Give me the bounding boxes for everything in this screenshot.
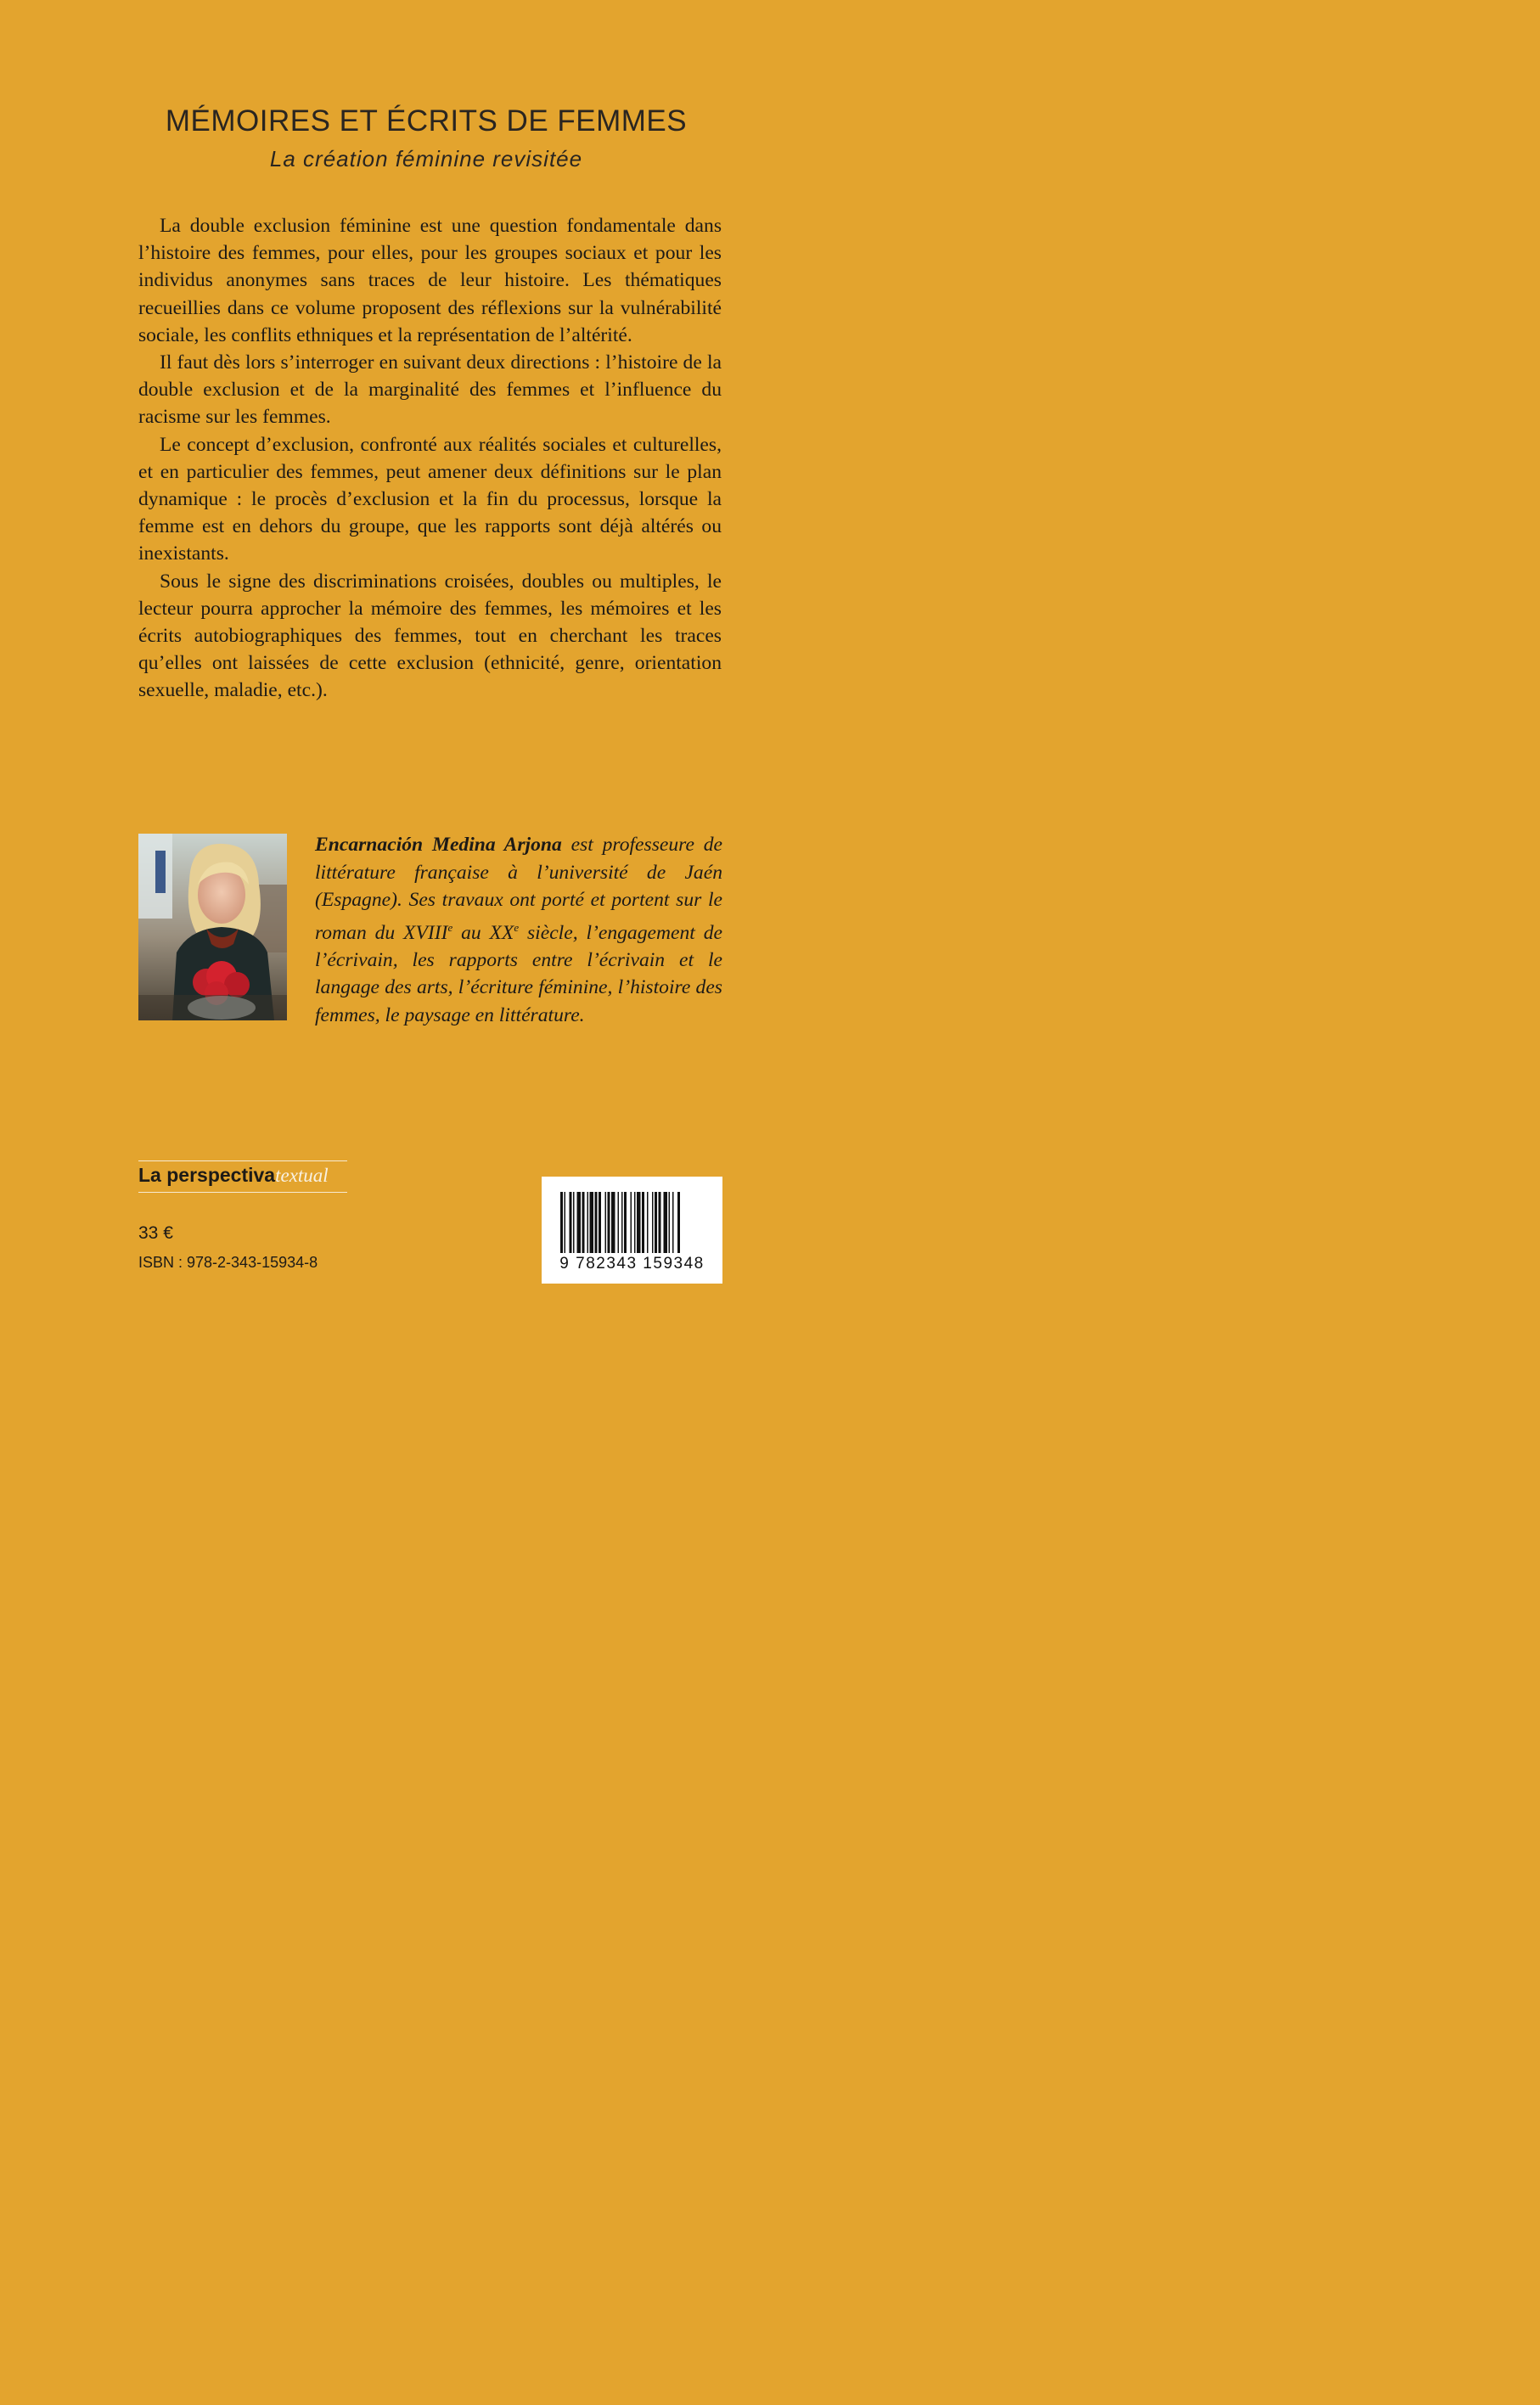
barcode-bar xyxy=(642,1192,644,1253)
author-bio-text: siècle, l’engagement de l’écrivain, les rapports entre l’écrivain et le langage des arts, l’écriture féminine, l’histoire des femmes, le paysage en littérature. xyxy=(315,921,722,1026)
author-bio-text: au XX xyxy=(452,921,514,944)
book-subtitle: La création féminine revisitée xyxy=(269,146,583,171)
barcode-bar xyxy=(624,1192,627,1253)
summary-paragraph: Le concept d’exclusion, confronté aux réalités sociales et culturelles, et en particulier des femmes, peut amener deux définitions sur le plan dynamique : le procès d’exclusion et la fin du processus, lorsque la femme est en dehors du groupe, que les rapports sont déjà altérés ou inexistants. xyxy=(138,433,722,565)
barcode-bar xyxy=(611,1192,615,1253)
barcode-digits: 9 782343 159348 xyxy=(559,1255,705,1273)
barcode-bar xyxy=(637,1192,641,1253)
barcode-bar xyxy=(599,1192,601,1253)
barcode-bar xyxy=(608,1192,610,1253)
superscript-e: e xyxy=(514,920,520,934)
barcode-bar xyxy=(659,1192,661,1253)
barcode-bar xyxy=(582,1192,585,1253)
barcode-bar xyxy=(634,1192,636,1253)
barcode xyxy=(542,1177,722,1284)
back-cover-summary xyxy=(138,212,722,705)
collection-name: La perspectiva xyxy=(138,1164,276,1186)
author-bio xyxy=(315,831,722,1029)
barcode-bar xyxy=(672,1192,674,1253)
barcode-bar xyxy=(587,1192,589,1253)
barcode-bar xyxy=(647,1192,649,1253)
barcode-bar xyxy=(677,1192,680,1253)
summary-paragraph: Il faut dès lors s’interroger en suivant deux directions : l’histoire de la double exclusion et de la marginalité des femmes et l’influence du racisme sur les femmes. xyxy=(138,351,722,429)
barcode-bar xyxy=(618,1192,620,1253)
collection-logo xyxy=(138,1160,347,1193)
author-name: Encarnación Medina Arjona xyxy=(315,834,562,856)
barcode-bar xyxy=(655,1192,657,1253)
collection-name-suffix: textual xyxy=(275,1165,329,1186)
barcode-bar xyxy=(590,1192,594,1253)
barcode-bar xyxy=(573,1192,575,1253)
barcode-bar xyxy=(621,1192,623,1253)
barcode-bar xyxy=(565,1192,566,1253)
barcode-bar xyxy=(560,1192,563,1253)
barcode-bar xyxy=(652,1192,654,1253)
barcode-bar xyxy=(669,1192,671,1253)
barcode-bar xyxy=(664,1192,668,1253)
isbn: ISBN : 978-2-343-15934-8 xyxy=(138,1254,318,1271)
barcode-bar xyxy=(595,1192,598,1253)
barcode-bar xyxy=(577,1192,582,1253)
barcode-bar xyxy=(570,1192,572,1253)
summary-paragraph: Sous le signe des discriminations croisées, doubles ou multiples, le lecteur pourra approcher la mémoire des femmes, les mémoires et les écrits autobiographiques des femmes, tout en cherchant les traces qu’elles ont laissées de cette exclusion (ethnicité, genre, orientation sexuelle, maladie, etc.). xyxy=(138,570,722,702)
price: 33 € xyxy=(138,1223,173,1243)
author-photo xyxy=(138,834,287,1020)
barcode-bar xyxy=(631,1192,632,1253)
author-bio-text: est professeure de littérature française à l’université de Jaén (Espagne). Ses travaux ont porté et portent sur le roman du XVIII xyxy=(315,834,722,944)
superscript-e: e xyxy=(447,920,453,934)
barcode-bar xyxy=(605,1192,607,1253)
summary-paragraph: La double exclusion féminine est une question fondamentale dans l’histoire des femmes, pour elles, pour les groupes sociaux et pour les individus anonymes sans traces de leur histoire. Les thématiques recueillies dans ce volume proposent des réflexions sur la vulnérabilité sociale, les conflits ethniques et la représentation de l’altérité. xyxy=(138,215,722,346)
book-title: MÉMOIRES ET ÉCRITS DE FEMMES xyxy=(165,104,688,138)
